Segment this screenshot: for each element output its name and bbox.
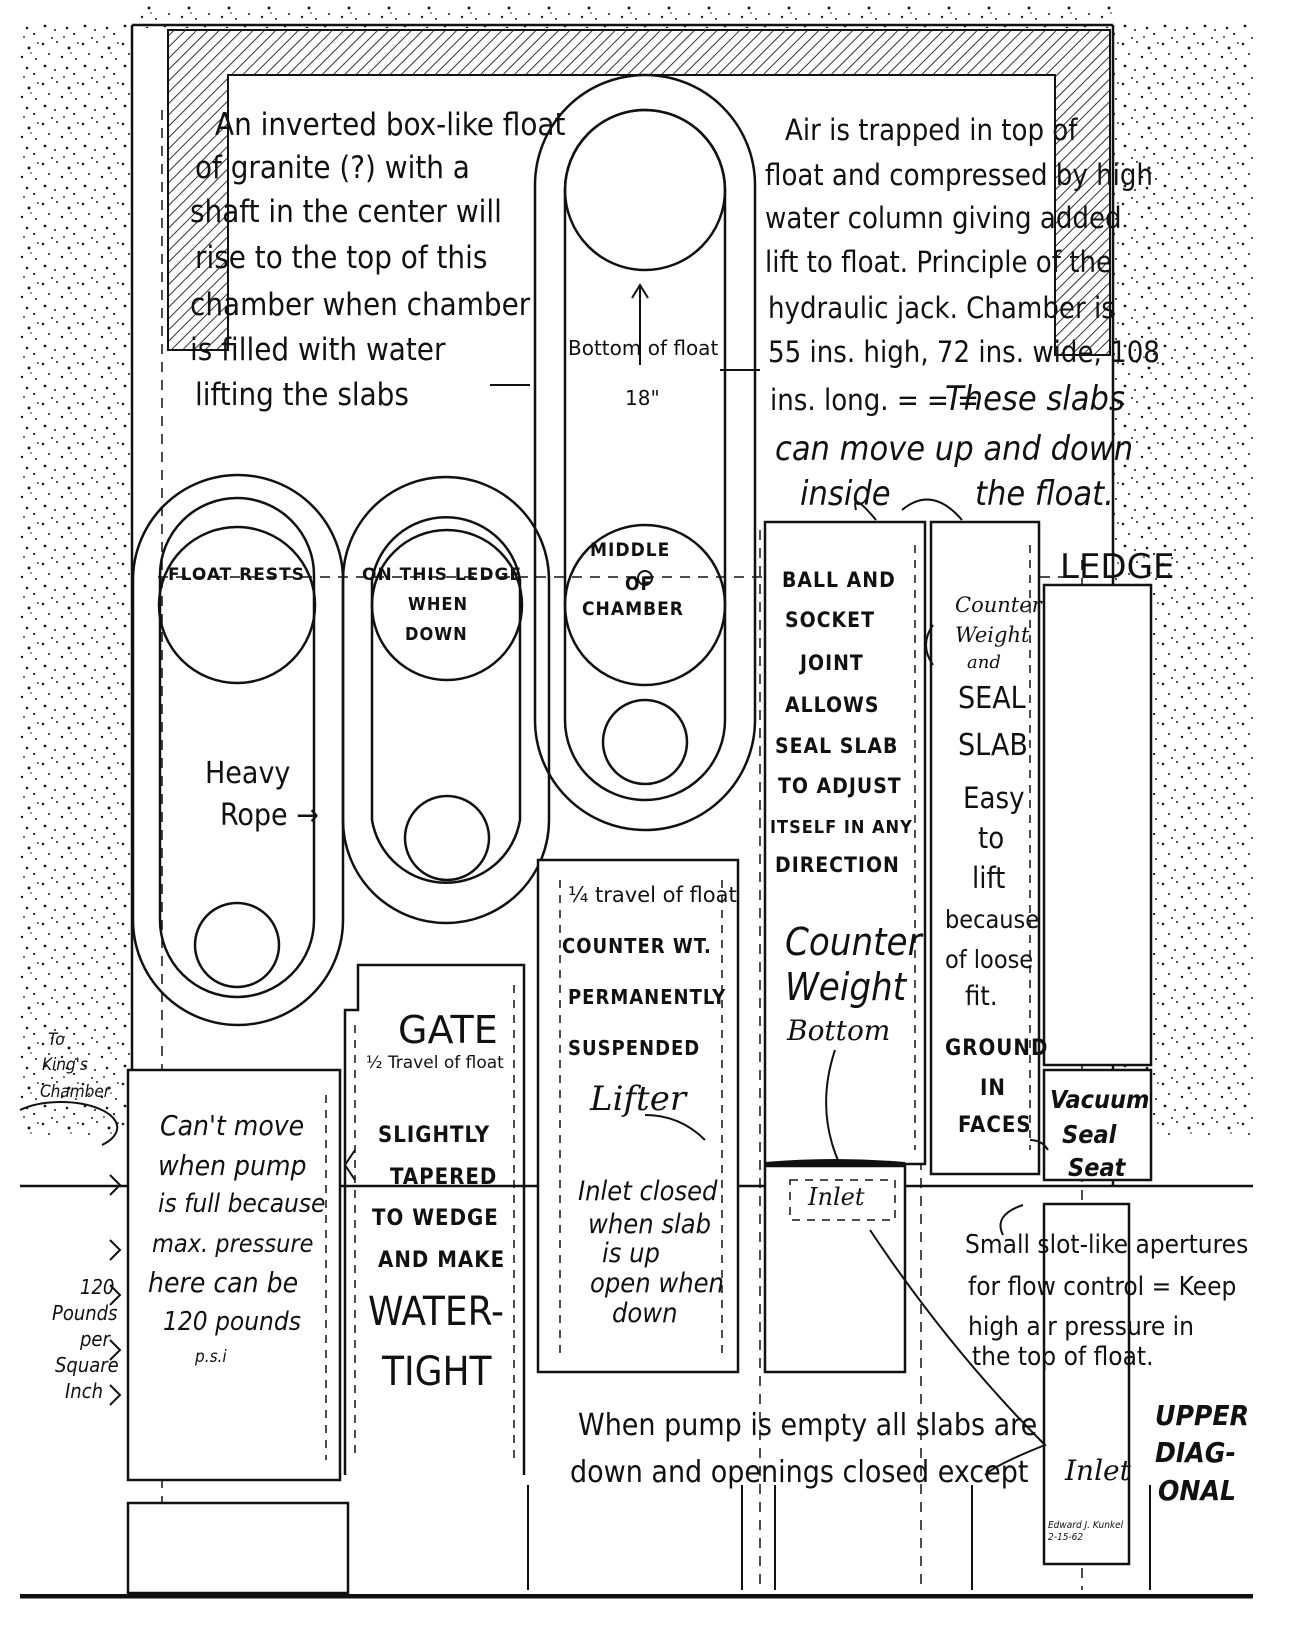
svg-text:An inverted box-like float: An inverted box-like float	[215, 107, 566, 143]
svg-text:Square: Square	[55, 1353, 119, 1377]
svg-text:of loose: of loose	[945, 945, 1034, 974]
svg-text:lift: lift	[972, 861, 1006, 895]
gate-label: GATE	[398, 1008, 498, 1052]
svg-text:DIAG-: DIAG-	[1155, 1436, 1236, 1469]
svg-text:When pump is empty all slabs a: When pump is empty all slabs are	[578, 1408, 1038, 1443]
svg-text:is up: is up	[602, 1238, 660, 1269]
bottom-of-float-label: Bottom of float	[568, 336, 719, 360]
float-rests-label: FLOAT RESTS	[168, 565, 305, 585]
svg-text:open when: open when	[590, 1268, 724, 1299]
svg-text:chamber when chamber: chamber when chamber	[190, 287, 531, 323]
left-stone-wall	[20, 20, 132, 1135]
svg-text:Counter: Counter	[785, 920, 922, 964]
svg-text:TAPERED: TAPERED	[390, 1165, 498, 1190]
svg-text:BALL AND: BALL AND	[782, 568, 896, 592]
counter-weight-big-label	[785, 920, 924, 1009]
svg-text:JOINT: JOINT	[800, 651, 864, 675]
svg-text:SOCKET: SOCKET	[785, 608, 875, 632]
left-note	[190, 107, 565, 413]
svg-text:Can't move: Can't move	[160, 1109, 305, 1142]
svg-text:Chamber: Chamber	[40, 1082, 111, 1102]
svg-text:DOWN: DOWN	[405, 624, 468, 645]
svg-text:ALLOWS: ALLOWS	[785, 693, 880, 717]
svg-text:float and compressed by high: float and compressed by high	[765, 158, 1153, 192]
svg-text:Air is trapped in top of: Air is trapped in top of	[785, 113, 1078, 147]
svg-text:for flow control = Keep: for flow control = Keep	[968, 1272, 1237, 1302]
svg-text:fit.: fit.	[965, 981, 998, 1012]
svg-text:is filled with water: is filled with water	[190, 332, 446, 368]
svg-text:SLIGHTLY: SLIGHTLY	[378, 1123, 491, 1148]
svg-text:To: To	[48, 1030, 65, 1050]
svg-text:OF: OF	[625, 573, 654, 595]
half-travel-label: ½ Travel of float	[366, 1053, 504, 1073]
ledge-label: LEDGE	[1060, 547, 1175, 587]
upper-diagonal-label	[1155, 1399, 1249, 1507]
svg-text:down and openings closed excep: down and openings closed except	[570, 1455, 1029, 1490]
svg-text:ins. long. = = =: ins. long. = = =	[770, 383, 979, 417]
svg-text:AND MAKE: AND MAKE	[378, 1248, 506, 1273]
svg-text:lifting the slabs: lifting the slabs	[195, 377, 409, 413]
bottom-label: Bottom	[787, 1014, 891, 1047]
svg-text:Weight: Weight	[955, 623, 1030, 647]
svg-text:ONAL: ONAL	[1158, 1474, 1237, 1507]
svg-text:when pump: when pump	[158, 1149, 307, 1182]
svg-text:2-15-62: 2-15-62	[1048, 1532, 1084, 1543]
heavy-rope-label	[205, 756, 319, 833]
svg-text:Seal: Seal	[1062, 1120, 1117, 1149]
svg-text:PERMANENTLY: PERMANENTLY	[568, 985, 727, 1009]
svg-text:down: down	[612, 1298, 678, 1329]
svg-text:Weight: Weight	[785, 965, 907, 1009]
svg-text:shaft in the center will: shaft in the center will	[190, 194, 502, 230]
svg-text:Vacuum: Vacuum	[1050, 1085, 1150, 1114]
svg-text:DIRECTION: DIRECTION	[775, 853, 900, 877]
svg-text:p.s.i: p.s.i	[195, 1347, 227, 1367]
svg-text:WHEN: WHEN	[408, 594, 469, 615]
svg-text:COUNTER WT.: COUNTER WT.	[562, 934, 712, 958]
svg-text:TO WEDGE: TO WEDGE	[372, 1206, 499, 1231]
svg-text:FACES: FACES	[958, 1113, 1032, 1138]
svg-text:SLAB: SLAB	[958, 728, 1028, 763]
svg-text:high air pressure in: high air pressure in	[968, 1312, 1194, 1342]
svg-text:King's: King's	[42, 1055, 88, 1075]
svg-text:is full because: is full because	[158, 1189, 326, 1219]
svg-text:ITSELF IN ANY: ITSELF IN ANY	[770, 817, 913, 838]
svg-text:120: 120	[80, 1275, 115, 1299]
svg-text:water column giving added: water column giving added	[765, 201, 1122, 235]
pounds-per-label	[52, 1275, 119, 1403]
svg-text:rise to the top of this: rise to the top of this	[195, 240, 488, 276]
svg-text:max. pressure: max. pressure	[152, 1229, 314, 1258]
svg-text:when slab: when slab	[588, 1209, 712, 1240]
svg-text:and: and	[967, 652, 1001, 673]
svg-text:can move up and down: can move up and down	[775, 429, 1134, 469]
svg-text:to: to	[978, 821, 1005, 855]
svg-text:TO ADJUST: TO ADJUST	[778, 774, 902, 798]
svg-text:UPPER: UPPER	[1155, 1399, 1249, 1432]
svg-text:lift to float. Principle of th: lift to float. Principle of the	[765, 245, 1113, 279]
svg-text:per: per	[80, 1327, 110, 1351]
when-pump-empty-label	[570, 1408, 1037, 1490]
svg-text:Inlet closed: Inlet closed	[578, 1176, 718, 1207]
inlet-label: Inlet	[808, 1183, 865, 1211]
svg-text:Rope →: Rope →	[220, 798, 319, 833]
svg-text:hydraulic jack. Chamber is: hydraulic jack. Chamber is	[768, 291, 1115, 325]
svg-text:SEAL: SEAL	[958, 681, 1026, 716]
svg-text:because: because	[945, 905, 1040, 934]
eighteen-inches-label: 18"	[625, 386, 660, 410]
svg-text:Small slot-like apertures: Small slot-like apertures	[965, 1230, 1249, 1260]
svg-text:TIGHT: TIGHT	[382, 1349, 492, 1395]
svg-text:These slabs: These slabs	[945, 379, 1125, 419]
svg-text:GROUND: GROUND	[945, 1036, 1049, 1061]
svg-text:Edward J. Kunkel: Edward J. Kunkel	[1048, 1520, 1124, 1531]
svg-text:Easy: Easy	[963, 781, 1025, 815]
svg-text:CHAMBER: CHAMBER	[582, 598, 684, 620]
svg-text:55 ins. high, 72 ins. wide, 10: 55 ins. high, 72 ins. wide, 108	[768, 335, 1160, 369]
watertight-label	[368, 1289, 504, 1395]
on-this-ledge-label: ON THIS LEDGE	[362, 565, 523, 585]
svg-text:of granite (?) with a: of granite (?) with a	[195, 150, 470, 186]
svg-text:here can be: here can be	[148, 1266, 299, 1299]
svg-text:Counter: Counter	[955, 593, 1042, 617]
svg-text:the float.: the float.	[975, 474, 1114, 514]
svg-text:Seat: Seat	[1068, 1153, 1126, 1182]
svg-text:MIDDLE: MIDDLE	[590, 539, 671, 561]
lifter-label: Lifter	[590, 1079, 687, 1119]
svg-text:WATER-: WATER-	[368, 1289, 504, 1335]
middle-of-chamber-label	[582, 539, 684, 620]
inlet-end-label: Inlet	[1065, 1454, 1131, 1487]
svg-text:Inch: Inch	[65, 1379, 104, 1403]
right-note	[765, 113, 1160, 417]
tapered-label	[372, 1123, 505, 1273]
small-slot-label	[965, 1230, 1248, 1372]
quarter-travel-label: ¼ travel of float	[568, 883, 737, 907]
svg-text:Pounds: Pounds	[52, 1301, 118, 1325]
svg-text:IN: IN	[980, 1076, 1006, 1101]
svg-text:inside: inside	[800, 474, 891, 514]
svg-text:SUSPENDED: SUSPENDED	[568, 1036, 701, 1060]
svg-text:the top of float.: the top of float.	[972, 1342, 1154, 1372]
when-down-label	[405, 594, 468, 645]
svg-text:SEAL SLAB: SEAL SLAB	[775, 734, 899, 758]
svg-text:120 pounds: 120 pounds	[163, 1307, 301, 1337]
svg-text:Heavy: Heavy	[205, 756, 291, 791]
